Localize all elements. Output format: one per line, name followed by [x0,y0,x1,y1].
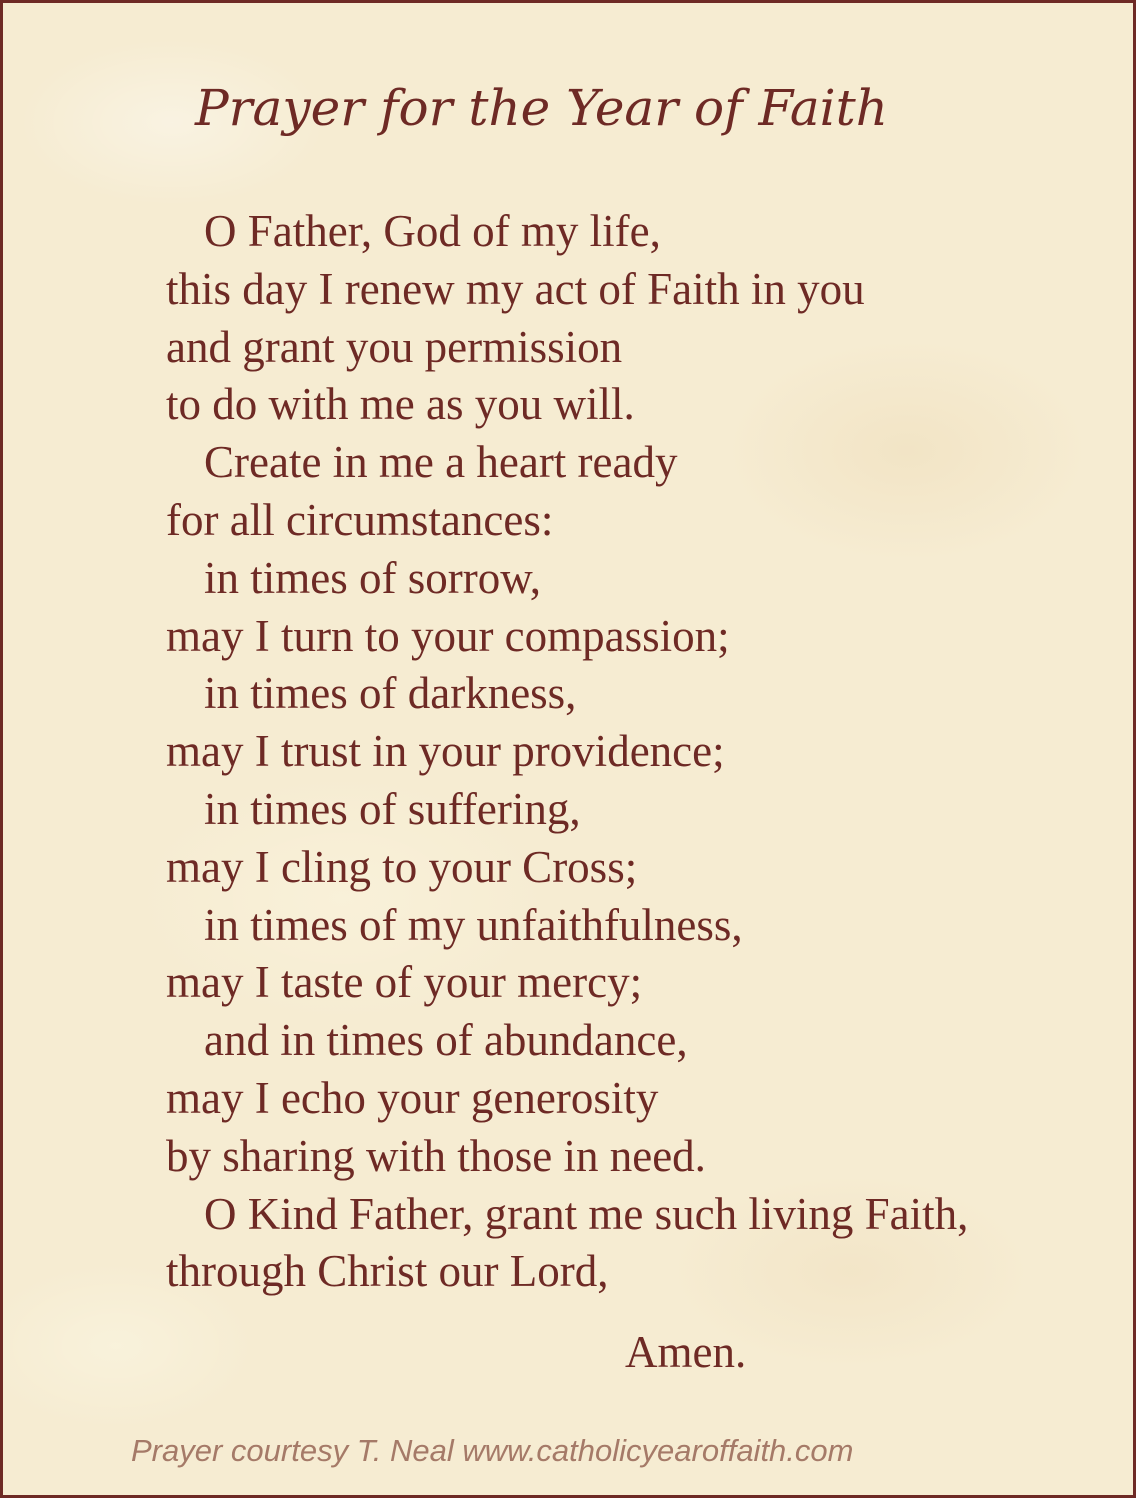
prayer-body [166,203,968,1301]
prayer-line: and grant you permission [166,321,623,372]
prayer-line: in times of my unfaithfulness, [204,899,743,950]
prayer-line: for all circumstances: [166,494,554,545]
prayer-line: by sharing with those in need. [166,1130,706,1181]
prayer-line: in times of suffering, [204,783,581,834]
prayer-line: may I trust in your providence; [166,726,725,777]
prayer-line: to do with me as you will. [166,379,635,430]
prayer-line: through Christ our Lord, [166,1246,609,1297]
prayer-line: O Father, God of my life, [204,206,661,256]
prayer-line: in times of darkness, [204,668,577,719]
prayer-line: Create in me a heart ready [204,437,678,488]
prayer-line: and in times of abundance, [204,1015,688,1066]
prayer-line: this day I renew my act of Faith in you [166,263,865,314]
prayer-line: may I turn to your compassion; [166,610,730,661]
prayer-line: may I echo your generosity [166,1072,659,1123]
prayer-line: O Kind Father, grant me such living Faith, [204,1188,969,1239]
prayer-title: Prayer for the Year of Faith [195,79,888,137]
prayer-line: may I cling to your Cross; [166,841,638,892]
prayer-closing: Amen. [625,1327,747,1377]
prayer-credit: Prayer courtesy T. Neal www.catholicyearoffaith.com [131,1433,854,1468]
prayer-line: may I taste of your mercy; [166,957,643,1008]
prayer-line: in times of sorrow, [204,552,542,603]
